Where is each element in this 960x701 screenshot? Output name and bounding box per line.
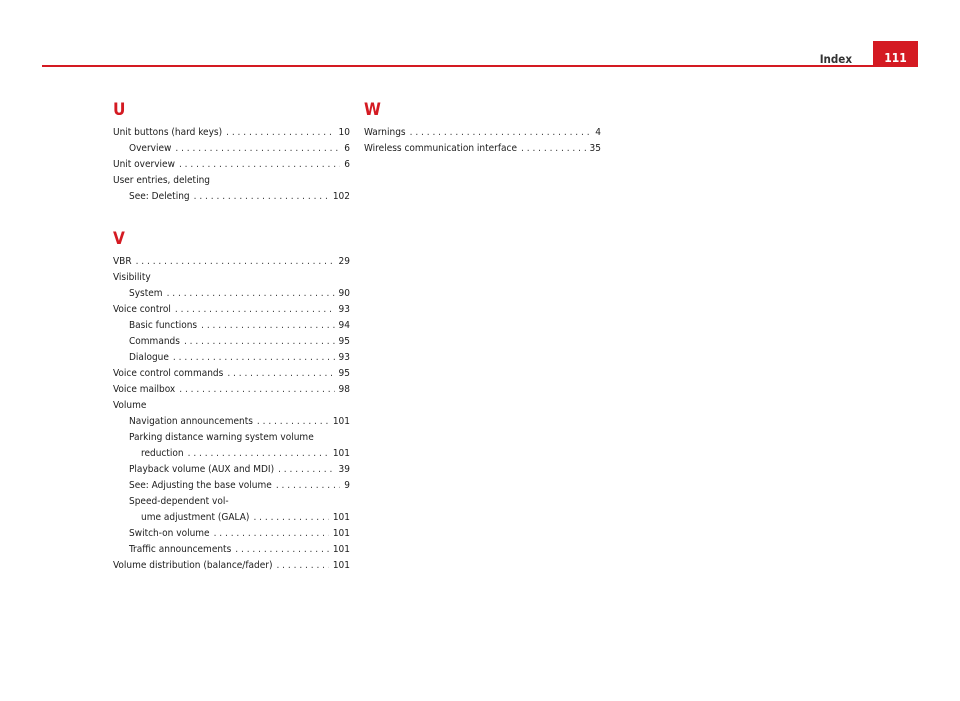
index-entry: Voice mailbox . . . 98 <box>113 383 350 397</box>
index-subentry: Overview . . . 6 <box>113 142 350 156</box>
page-ref: 101 <box>332 528 350 539</box>
index-subentry: See: Adjusting the base volume . . . 9 <box>113 479 350 493</box>
index-subentry: reduction . . . 101 <box>113 447 350 461</box>
page-ref: 4 <box>595 127 601 138</box>
index-entry: VBR . . . 29 <box>113 255 350 269</box>
index-subentry-heading: Parking distance warning system volume <box>129 432 314 443</box>
index-entry: Voice control . . . 93 <box>113 303 350 317</box>
page-ref: 6 <box>344 159 350 170</box>
index-subentry: Switch-on volume . . . 101 <box>113 527 350 541</box>
index-entry: Warnings . . . 4 <box>364 126 601 140</box>
index-subentry: Basic functions . . . 94 <box>113 319 350 333</box>
index-entry: Unit buttons (hard keys) . . . 10 <box>113 126 350 140</box>
page-ref: 98 <box>338 384 350 395</box>
index-subentry: Commands . . . 95 <box>113 335 350 349</box>
page-ref: 35 <box>589 143 601 154</box>
index-entry: Voice control commands . . . 95 <box>113 367 350 381</box>
index-subentry: Traffic announcements . . . 101 <box>113 543 350 557</box>
page-ref: 102 <box>332 191 350 202</box>
index-entry: Wireless communication interface . . . 35 <box>364 142 601 156</box>
index-entry-heading: Volume <box>113 400 147 411</box>
index-entry: Volume distribution (balance/fader) . . . 101 <box>113 559 350 573</box>
page-ref: 101 <box>332 512 350 523</box>
index-entry-heading: User entries, deleting <box>113 175 210 186</box>
index-subentry: ume adjustment (GALA) . . . 101 <box>113 511 350 525</box>
page-ref: 101 <box>332 416 350 427</box>
page-ref: 29 <box>338 256 350 267</box>
index-subentry: Playback volume (AUX and MDI) . . . 39 <box>113 463 350 477</box>
index-subentry: See: Deleting . . . 102 <box>113 190 350 204</box>
page-ref: 94 <box>338 320 350 331</box>
index-letter-v: V <box>113 229 125 249</box>
index-letter-u: U <box>113 100 126 120</box>
index-column-right <box>364 100 601 158</box>
page-ref: 95 <box>338 336 350 347</box>
page-ref: 10 <box>338 127 350 138</box>
index-column-left <box>113 100 350 575</box>
index-entry: Unit overview . . . 6 <box>113 158 350 172</box>
page-ref: 101 <box>332 544 350 555</box>
index-subentry: Navigation announcements . . . 101 <box>113 415 350 429</box>
page-ref: 39 <box>338 464 350 475</box>
index-letter-w: W <box>364 100 381 120</box>
page-ref: 101 <box>332 448 350 459</box>
page-ref: 9 <box>344 480 350 491</box>
index-entry-heading: Visibility <box>113 272 151 283</box>
index-subentry: Dialogue . . . 93 <box>113 351 350 365</box>
page-ref: 95 <box>338 368 350 379</box>
page-ref: 93 <box>338 352 350 363</box>
page-ref: 101 <box>332 560 350 571</box>
page-ref: 6 <box>344 143 350 154</box>
index-subentry-heading: Speed-dependent vol- <box>129 496 229 507</box>
page-ref: 90 <box>338 288 350 299</box>
section-title: Index <box>819 52 852 66</box>
page-number-badge: 111 <box>873 41 918 67</box>
index-subentry: System . . . 90 <box>113 287 350 301</box>
page-ref: 93 <box>338 304 350 315</box>
